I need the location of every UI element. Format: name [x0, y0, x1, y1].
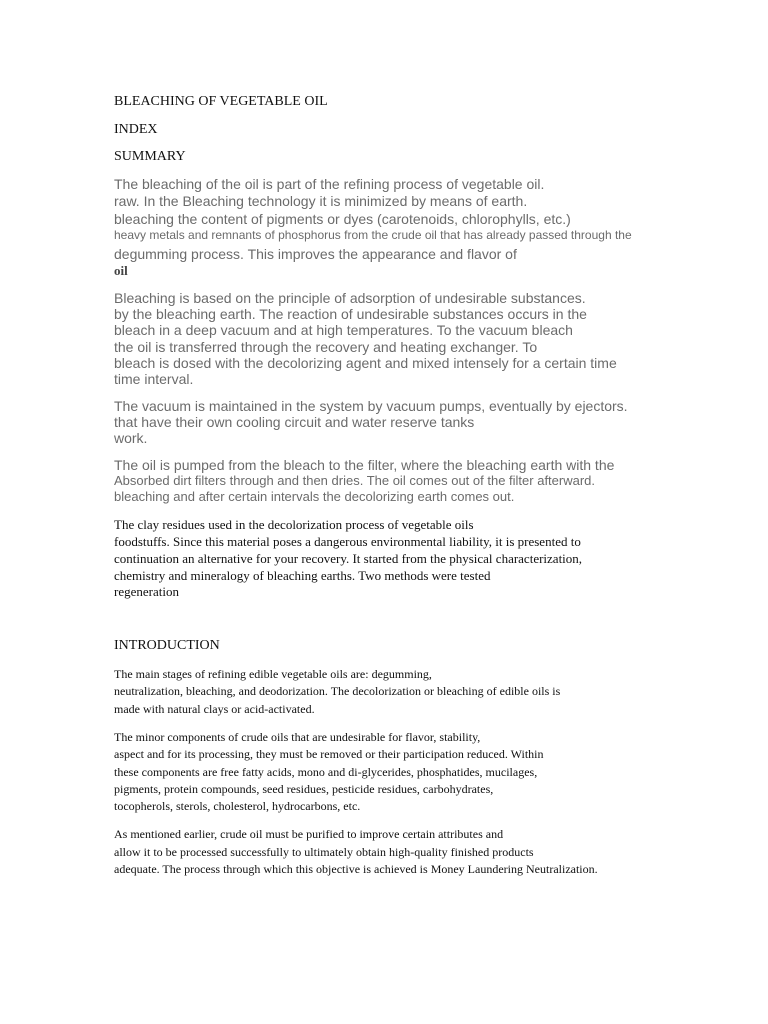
text-line: chemistry and mineralogy of bleaching earths. Two methods were tested	[114, 568, 491, 583]
text-line: the oil is transferred through the recovery and heating exchanger. To	[114, 339, 538, 355]
text-line: The minor components of crude oils that are undesirable for flavor, stability,	[114, 730, 481, 744]
text-line: degumming process. This improves the appearance and flavor of	[114, 246, 517, 262]
text-line: continuation an alternative for your recovery. It started from the physical characterization,	[114, 551, 583, 566]
text-line: The oil is pumped from the bleach to the filter, where the bleaching earth with the	[114, 457, 615, 473]
text-line: Bleaching is based on the principle of adsorption of undesirable substances.	[114, 290, 586, 306]
text-line: Absorbed dirt filters through and then dries. The oil comes out of the filter afterward.	[114, 473, 596, 488]
text-line: oil	[114, 263, 128, 278]
summary-heading: SUMMARY	[114, 149, 186, 164]
text-line: aspect and for its processing, they must be removed or their participation reduced. Within	[114, 747, 544, 761]
text-line: adequate. The process through which this objective is achieved is Money Laundering Neutralization.	[114, 862, 598, 876]
text-line: foodstuffs. Since this material poses a dangerous environmental liability, it is presented to	[114, 534, 581, 549]
text-line: tocopherols, sterols, cholesterol, hydrocarbons, etc.	[114, 799, 361, 813]
document-title: BLEACHING OF VEGETABLE OIL	[114, 94, 328, 109]
text-line: The bleaching of the oil is part of the refining process of vegetable oil.	[114, 176, 545, 192]
text-line: neutralization, bleaching, and deodorization. The decolorization or bleaching of edible oils is	[114, 684, 561, 698]
text-line: bleaching and after certain intervals the decolorizing earth comes out.	[114, 489, 515, 504]
text-line: these components are free fatty acids, mono and di-glycerides, phosphatides, mucilages,	[114, 765, 538, 779]
text-line: that have their own cooling circuit and water reserve tanks	[114, 414, 475, 430]
text-line: bleach is dosed with the decolorizing agent and mixed intensely for a certain time	[114, 355, 617, 371]
text-line: pigments, protein compounds, seed residues, pesticide residues, carbohydrates,	[114, 782, 494, 796]
text-line: allow it to be processed successfully to ultimately obtain high-quality finished products	[114, 845, 534, 859]
text-line: time interval.	[114, 371, 194, 387]
text-line: raw. In the Bleaching technology it is minimized by means of earth.	[114, 193, 528, 209]
index-heading: INDEX	[114, 122, 158, 137]
text-line: bleach in a deep vacuum and at high temperatures. To the vacuum bleach	[114, 322, 573, 338]
text-line: As mentioned earlier, crude oil must be purified to improve certain attributes and	[114, 827, 504, 841]
text-line: The main stages of refining edible vegetable oils are: degumming,	[114, 667, 432, 681]
text-line: by the bleaching earth. The reaction of undesirable substances occurs in the	[114, 306, 587, 322]
text-line: made with natural clays or acid-activated.	[114, 702, 315, 716]
introduction-heading: INTRODUCTION	[114, 638, 220, 653]
text-line: The vacuum is maintained in the system by vacuum pumps, eventually by ejectors.	[114, 398, 628, 414]
text-line: The clay residues used in the decolorization process of vegetable oils	[114, 517, 474, 532]
text-line: work.	[114, 430, 148, 446]
text-line: bleaching the content of pigments or dyes (carotenoids, chlorophylls, etc.)	[114, 211, 571, 227]
text-line: regeneration	[114, 584, 179, 599]
text-line: heavy metals and remnants of phosphorus from the crude oil that has already passed through the	[114, 228, 632, 242]
